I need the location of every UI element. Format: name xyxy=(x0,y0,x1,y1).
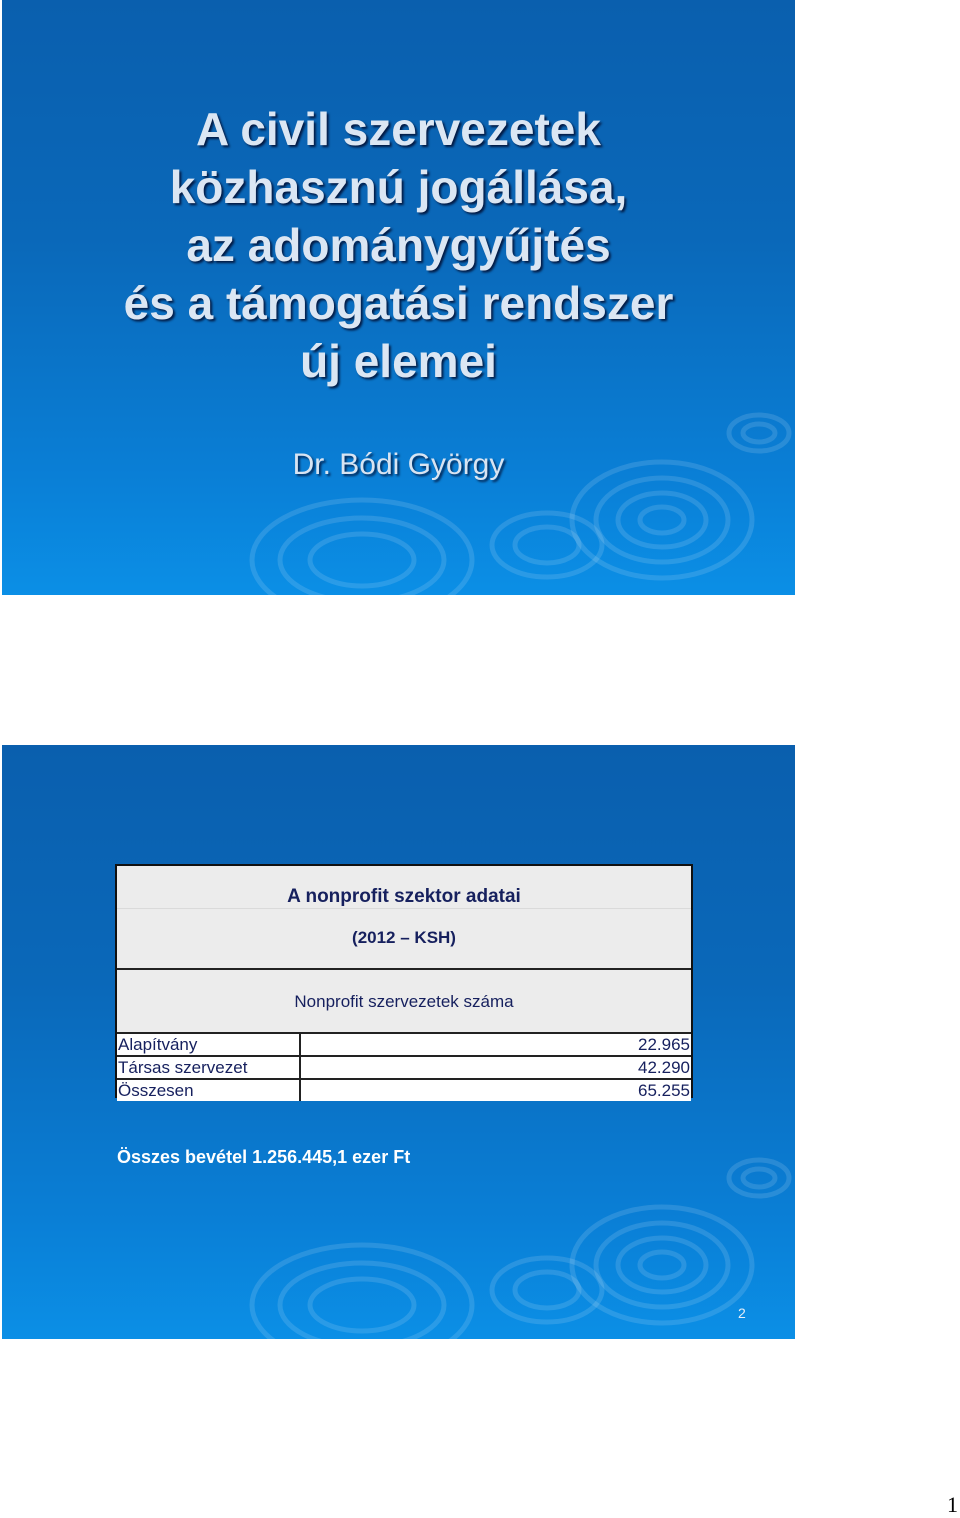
slide-1 xyxy=(2,0,795,595)
title-line-2: közhasznú jogállása, xyxy=(169,161,628,213)
row-value: 42.290 xyxy=(638,1058,690,1077)
table-title: A nonprofit szektor adatai xyxy=(287,886,521,907)
row-label: Összesen xyxy=(117,1080,301,1101)
slide-2 xyxy=(2,745,795,1339)
table-header xyxy=(117,866,691,970)
slide-title xyxy=(2,100,795,390)
table-body xyxy=(117,1032,691,1101)
title-line-1: A civil szervezetek xyxy=(196,103,601,155)
page-corner-number: 1 xyxy=(947,1492,958,1517)
row-label: Alapítvány xyxy=(117,1034,301,1055)
author-name: Dr. Bódi György xyxy=(292,448,505,481)
row-label: Társas szervezet xyxy=(117,1057,301,1078)
table-subtitle: (2012 – KSH) xyxy=(352,928,456,947)
title-line-4: és a támogatási rendszer xyxy=(123,277,674,329)
table-row xyxy=(117,1078,691,1101)
title-line-3: az adománygyűjtés xyxy=(186,219,611,271)
row-value: 22.965 xyxy=(638,1035,690,1054)
title-line-5: új elemei xyxy=(300,335,497,387)
header-divider xyxy=(117,908,691,909)
table-row xyxy=(117,1032,691,1055)
nonprofit-data-table xyxy=(115,864,693,1098)
total-revenue-text: Összes bevétel 1.256.445,1 ezer Ft xyxy=(117,1147,411,1167)
table-row xyxy=(117,1055,691,1078)
row-value: 65.255 xyxy=(638,1081,690,1100)
column-header-label: Nonprofit szervezetek száma xyxy=(294,992,514,1011)
slide-page-number: 2 xyxy=(738,1305,746,1321)
table-column-header xyxy=(117,970,691,1032)
